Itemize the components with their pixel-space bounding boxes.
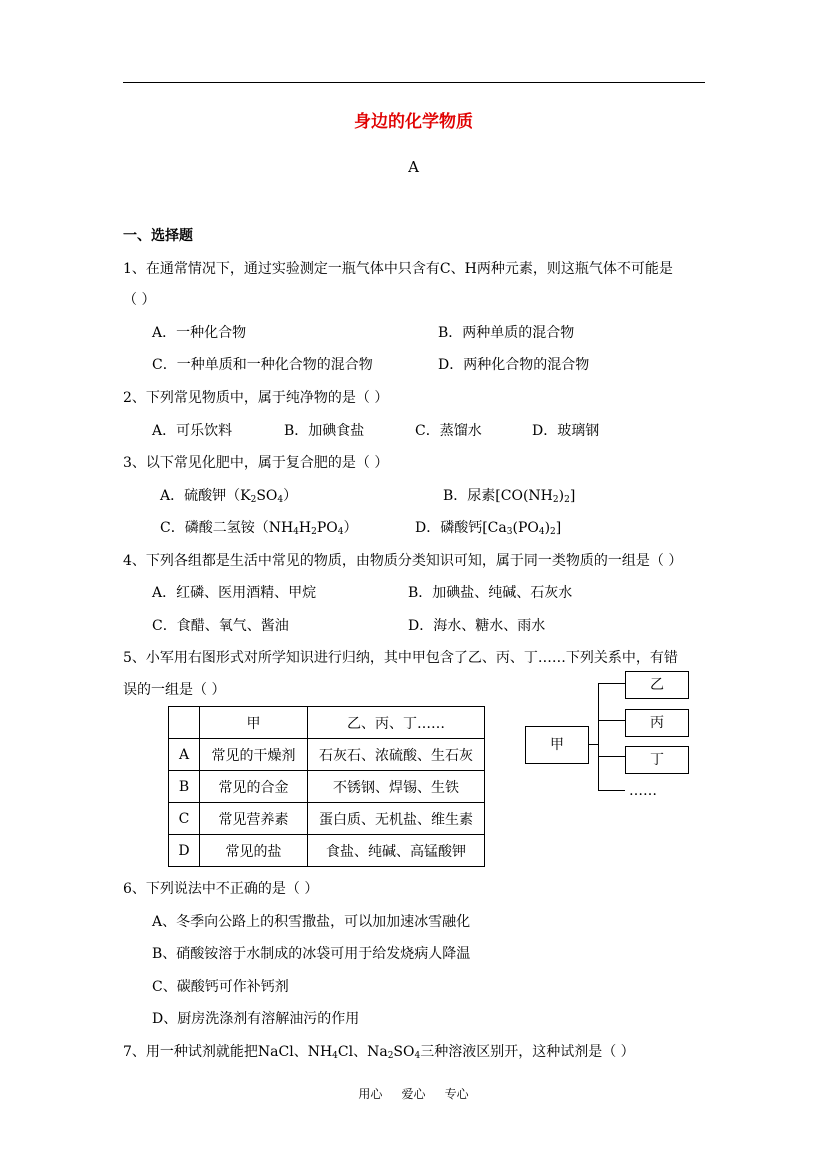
diagram-root-box: 甲 bbox=[525, 726, 589, 764]
page-subtitle: A bbox=[408, 158, 419, 176]
diagram-trunk bbox=[598, 683, 599, 790]
q2-option-d: D．玻璃钢 bbox=[532, 423, 600, 439]
diagram-connector bbox=[598, 683, 625, 684]
table-header-cell: 乙、丙、丁…… bbox=[308, 707, 485, 739]
q6-option-d: D、厨房洗涤剂有溶解油污的作用 bbox=[152, 1011, 360, 1027]
q6-option-b: B、硝酸铵溶于水制成的冰袋可用于给发烧病人降温 bbox=[152, 946, 471, 962]
table-cell: 蛋白质、无机盐、维生素 bbox=[308, 803, 485, 835]
table-row bbox=[169, 835, 485, 867]
q2-option-c: C．蒸馏水 bbox=[415, 423, 482, 439]
q4-option-b: B．加碘盐、纯碱、石灰水 bbox=[408, 585, 573, 601]
table-cell: 食盐、纯碱、高锰酸钾 bbox=[308, 835, 485, 867]
table-cell: 常见的盐 bbox=[200, 835, 308, 867]
q2-option-a: A．可乐饮料 bbox=[152, 423, 233, 439]
q3-option-c: C．磷酸二氢铵$(NH_4H_2PO_4)$ bbox=[160, 520, 358, 537]
q1-paren: （ ） bbox=[123, 292, 156, 308]
q6-option-c: C、碳酸钙可作补钙剂 bbox=[152, 979, 289, 995]
q2-stem: 2、下列常见物质中，属于纯净物的是（ ） bbox=[123, 390, 389, 406]
diagram-connector bbox=[598, 790, 625, 791]
q7-stem: 7、用一种试剂就能把NaCl、$NH_4Cl$、$Na_2SO_4$三种溶液区别开，这种试剂是（ ） bbox=[123, 1044, 635, 1061]
table-cell: C bbox=[169, 803, 200, 835]
table-cell: D bbox=[169, 835, 200, 867]
diagram-connector bbox=[598, 720, 625, 721]
table-cell: 常见营养素 bbox=[200, 803, 308, 835]
section-heading: 一、选择题 bbox=[123, 228, 193, 244]
q4-option-c: C．食醋、氧气、酱油 bbox=[152, 618, 289, 634]
diagram-connector bbox=[598, 756, 625, 757]
q5-table bbox=[168, 706, 485, 867]
diagram-child-box: 乙 bbox=[625, 671, 689, 699]
q3-stem: 3、以下常见化肥中，属于复合肥的是（ ） bbox=[123, 455, 389, 471]
table-cell: A bbox=[169, 739, 200, 771]
table-row bbox=[169, 771, 485, 803]
q4-option-a: A．红磷、医用酒精、甲烷 bbox=[152, 585, 317, 601]
table-header-cell: 甲 bbox=[200, 707, 308, 739]
q3-option-b: B．尿素$[CO(NH_2)_2]$ bbox=[443, 488, 576, 505]
page-title: 身边的化学物质 bbox=[354, 112, 473, 132]
q1-option-c: C．一种单质和一种化合物的混合物 bbox=[152, 357, 373, 373]
q2-option-b: B．加碘食盐 bbox=[284, 423, 365, 439]
q4-stem: 4、下列各组都是生活中常见的物质，由物质分类知识可知，属于同一类物质的一组是（ ） bbox=[123, 553, 683, 569]
table-cell: 常见的合金 bbox=[200, 771, 308, 803]
q1-option-d: D．两种化合物的混合物 bbox=[438, 357, 590, 373]
table-cell: B bbox=[169, 771, 200, 803]
page-footer: 用心 爱心 专心 bbox=[358, 1087, 469, 1101]
q3-option-d: D．磷酸钙$[Ca_3(PO_4)_2]$ bbox=[415, 520, 562, 537]
q1-option-a: A．一种化合物 bbox=[152, 325, 247, 341]
q1-option-b: B．两种单质的混合物 bbox=[438, 325, 575, 341]
q6-stem: 6、下列说法中不正确的是（ ） bbox=[123, 881, 319, 897]
header-rule bbox=[123, 82, 705, 83]
table-row bbox=[169, 803, 485, 835]
table-cell: 石灰石、浓硫酸、生石灰 bbox=[308, 739, 485, 771]
table-cell: 不锈钢、焊锡、生铁 bbox=[308, 771, 485, 803]
diagram-child-box: 丙 bbox=[625, 709, 689, 737]
q3-option-a: A．硫酸钾$(K_2SO_4)$ bbox=[160, 488, 298, 505]
q4-option-d: D．海水、糖水、雨水 bbox=[408, 618, 546, 634]
table-header-cell bbox=[169, 707, 200, 739]
diagram-ellipsis: …… bbox=[629, 783, 657, 799]
table-cell: 常见的干燥剂 bbox=[200, 739, 308, 771]
table-header-row bbox=[169, 707, 485, 739]
q5-stem-line2: 误的一组是（ ） bbox=[123, 682, 226, 698]
q5-stem-line1: 5、小军用右图形式对所学知识进行归纳，其中甲包含了乙、丙、丁……下列关系中，有错 bbox=[123, 650, 678, 666]
q1-stem: 1、在通常情况下，通过实验测定一瓶气体中只含有C、H两种元素，则这瓶气体不可能是 bbox=[123, 261, 673, 277]
diagram-child-box: 丁 bbox=[625, 746, 689, 774]
diagram-connector bbox=[588, 744, 598, 745]
table-row bbox=[169, 739, 485, 771]
q6-option-a: A、冬季向公路上的积雪撒盐，可以加加速冰雪融化 bbox=[152, 914, 471, 930]
